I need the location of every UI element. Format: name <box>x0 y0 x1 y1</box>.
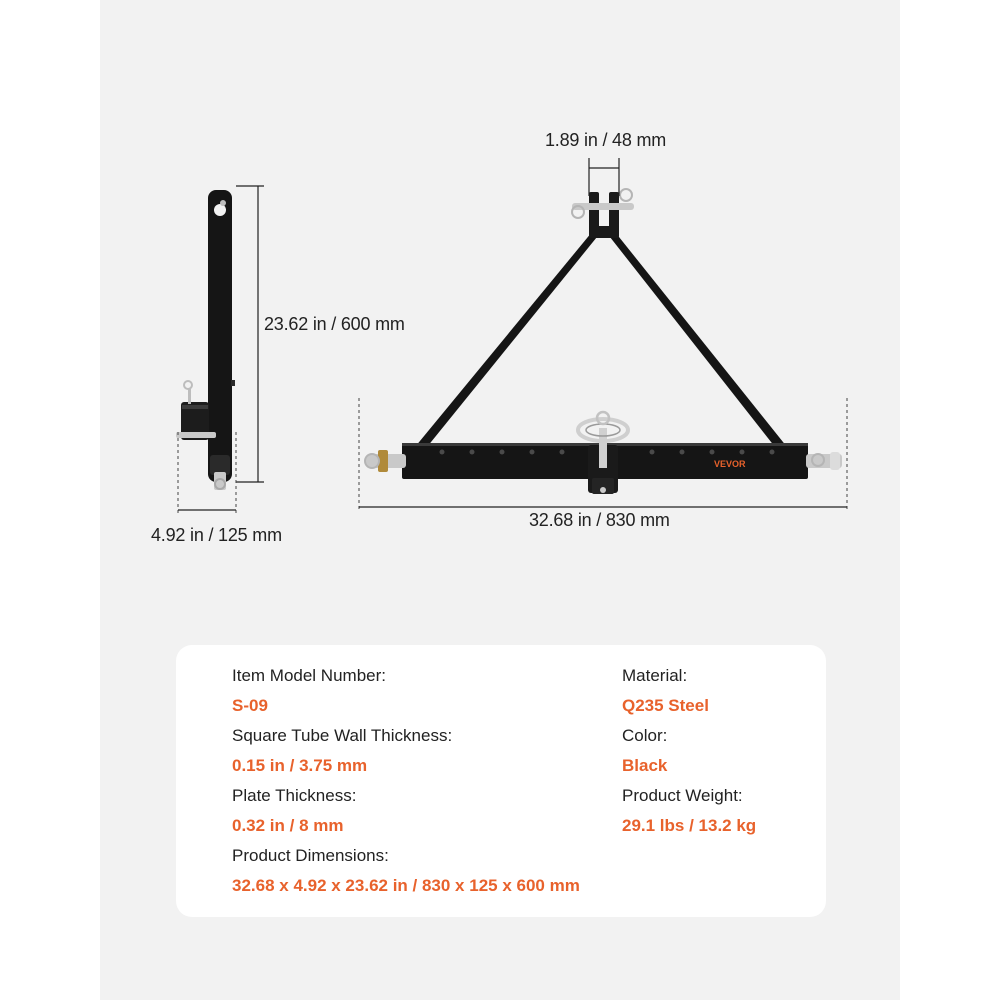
crossbar-hole <box>740 450 745 455</box>
spec-label: Material: <box>622 666 688 685</box>
side-view-top-stub <box>188 388 191 404</box>
side-view-clevis-pin <box>176 432 216 438</box>
spec-row-model-number <box>232 665 580 725</box>
spec-value: 29.1 lbs / 13.2 kg <box>622 816 757 835</box>
spec-row-product-dimensions <box>232 845 580 905</box>
height-label: 23.62 in / 600 mm <box>264 314 405 334</box>
specifications-card <box>176 645 826 917</box>
spec-label: Square Tube Wall Thickness: <box>232 726 453 745</box>
crossbar-hole <box>710 450 715 455</box>
specs-right-column <box>622 665 756 845</box>
side-view-top-pin <box>220 200 226 206</box>
spec-label: Color: <box>622 726 668 745</box>
front-view <box>359 158 847 512</box>
top-clevis-width-label: 1.89 in / 48 mm <box>545 130 667 150</box>
hitch-pin-bottom <box>600 487 606 493</box>
spec-label: Item Model Number: <box>232 666 386 685</box>
top-clevis-spacer <box>596 226 612 238</box>
crossbar-hole <box>650 450 655 455</box>
spec-value: Black <box>622 756 668 775</box>
brand-logo: VEVOR <box>714 459 746 469</box>
crossbar-hole <box>500 450 505 455</box>
side-view-top-hole <box>214 204 226 216</box>
crossbar-hole <box>560 450 565 455</box>
spec-row-product-weight <box>622 785 756 845</box>
crossbar-hole <box>530 450 535 455</box>
crossbar-hole <box>440 450 445 455</box>
side-view <box>176 186 264 515</box>
crossbar-hole <box>680 450 685 455</box>
crossbar-hole <box>470 450 475 455</box>
side-view-arm <box>208 190 232 482</box>
crossbar-hole <box>770 450 775 455</box>
top-pin-ring-right <box>620 189 632 201</box>
right-end-cap <box>830 452 840 470</box>
side-view-clevis-plate <box>182 405 208 409</box>
spec-row-wall-thickness <box>232 725 580 785</box>
right-strut <box>606 232 787 447</box>
left-strut <box>415 232 601 447</box>
depth-label: 4.92 in / 125 mm <box>151 525 282 545</box>
spec-label: Plate Thickness: <box>232 786 357 805</box>
spec-row-color <box>622 725 756 785</box>
spec-value: 32.68 x 4.92 x 23.62 in / 830 x 125 x 600 mm <box>232 876 580 895</box>
spec-value: 0.15 in / 3.75 mm <box>232 756 368 775</box>
spec-row-material <box>622 665 756 725</box>
spec-value: Q235 Steel <box>622 696 709 715</box>
spec-value: 0.32 in / 8 mm <box>232 816 344 835</box>
hitch-pin-shaft <box>599 428 607 468</box>
spec-label: Product Dimensions: <box>232 846 389 865</box>
side-view-lynch-pin <box>184 381 192 389</box>
spec-row-plate-thickness <box>232 785 580 845</box>
width-label: 32.68 in / 830 mm <box>529 510 670 530</box>
side-view-stud <box>231 380 235 386</box>
spec-value: S-09 <box>232 696 268 715</box>
spec-label: Product Weight: <box>622 786 743 805</box>
specs-left-column <box>232 665 580 905</box>
